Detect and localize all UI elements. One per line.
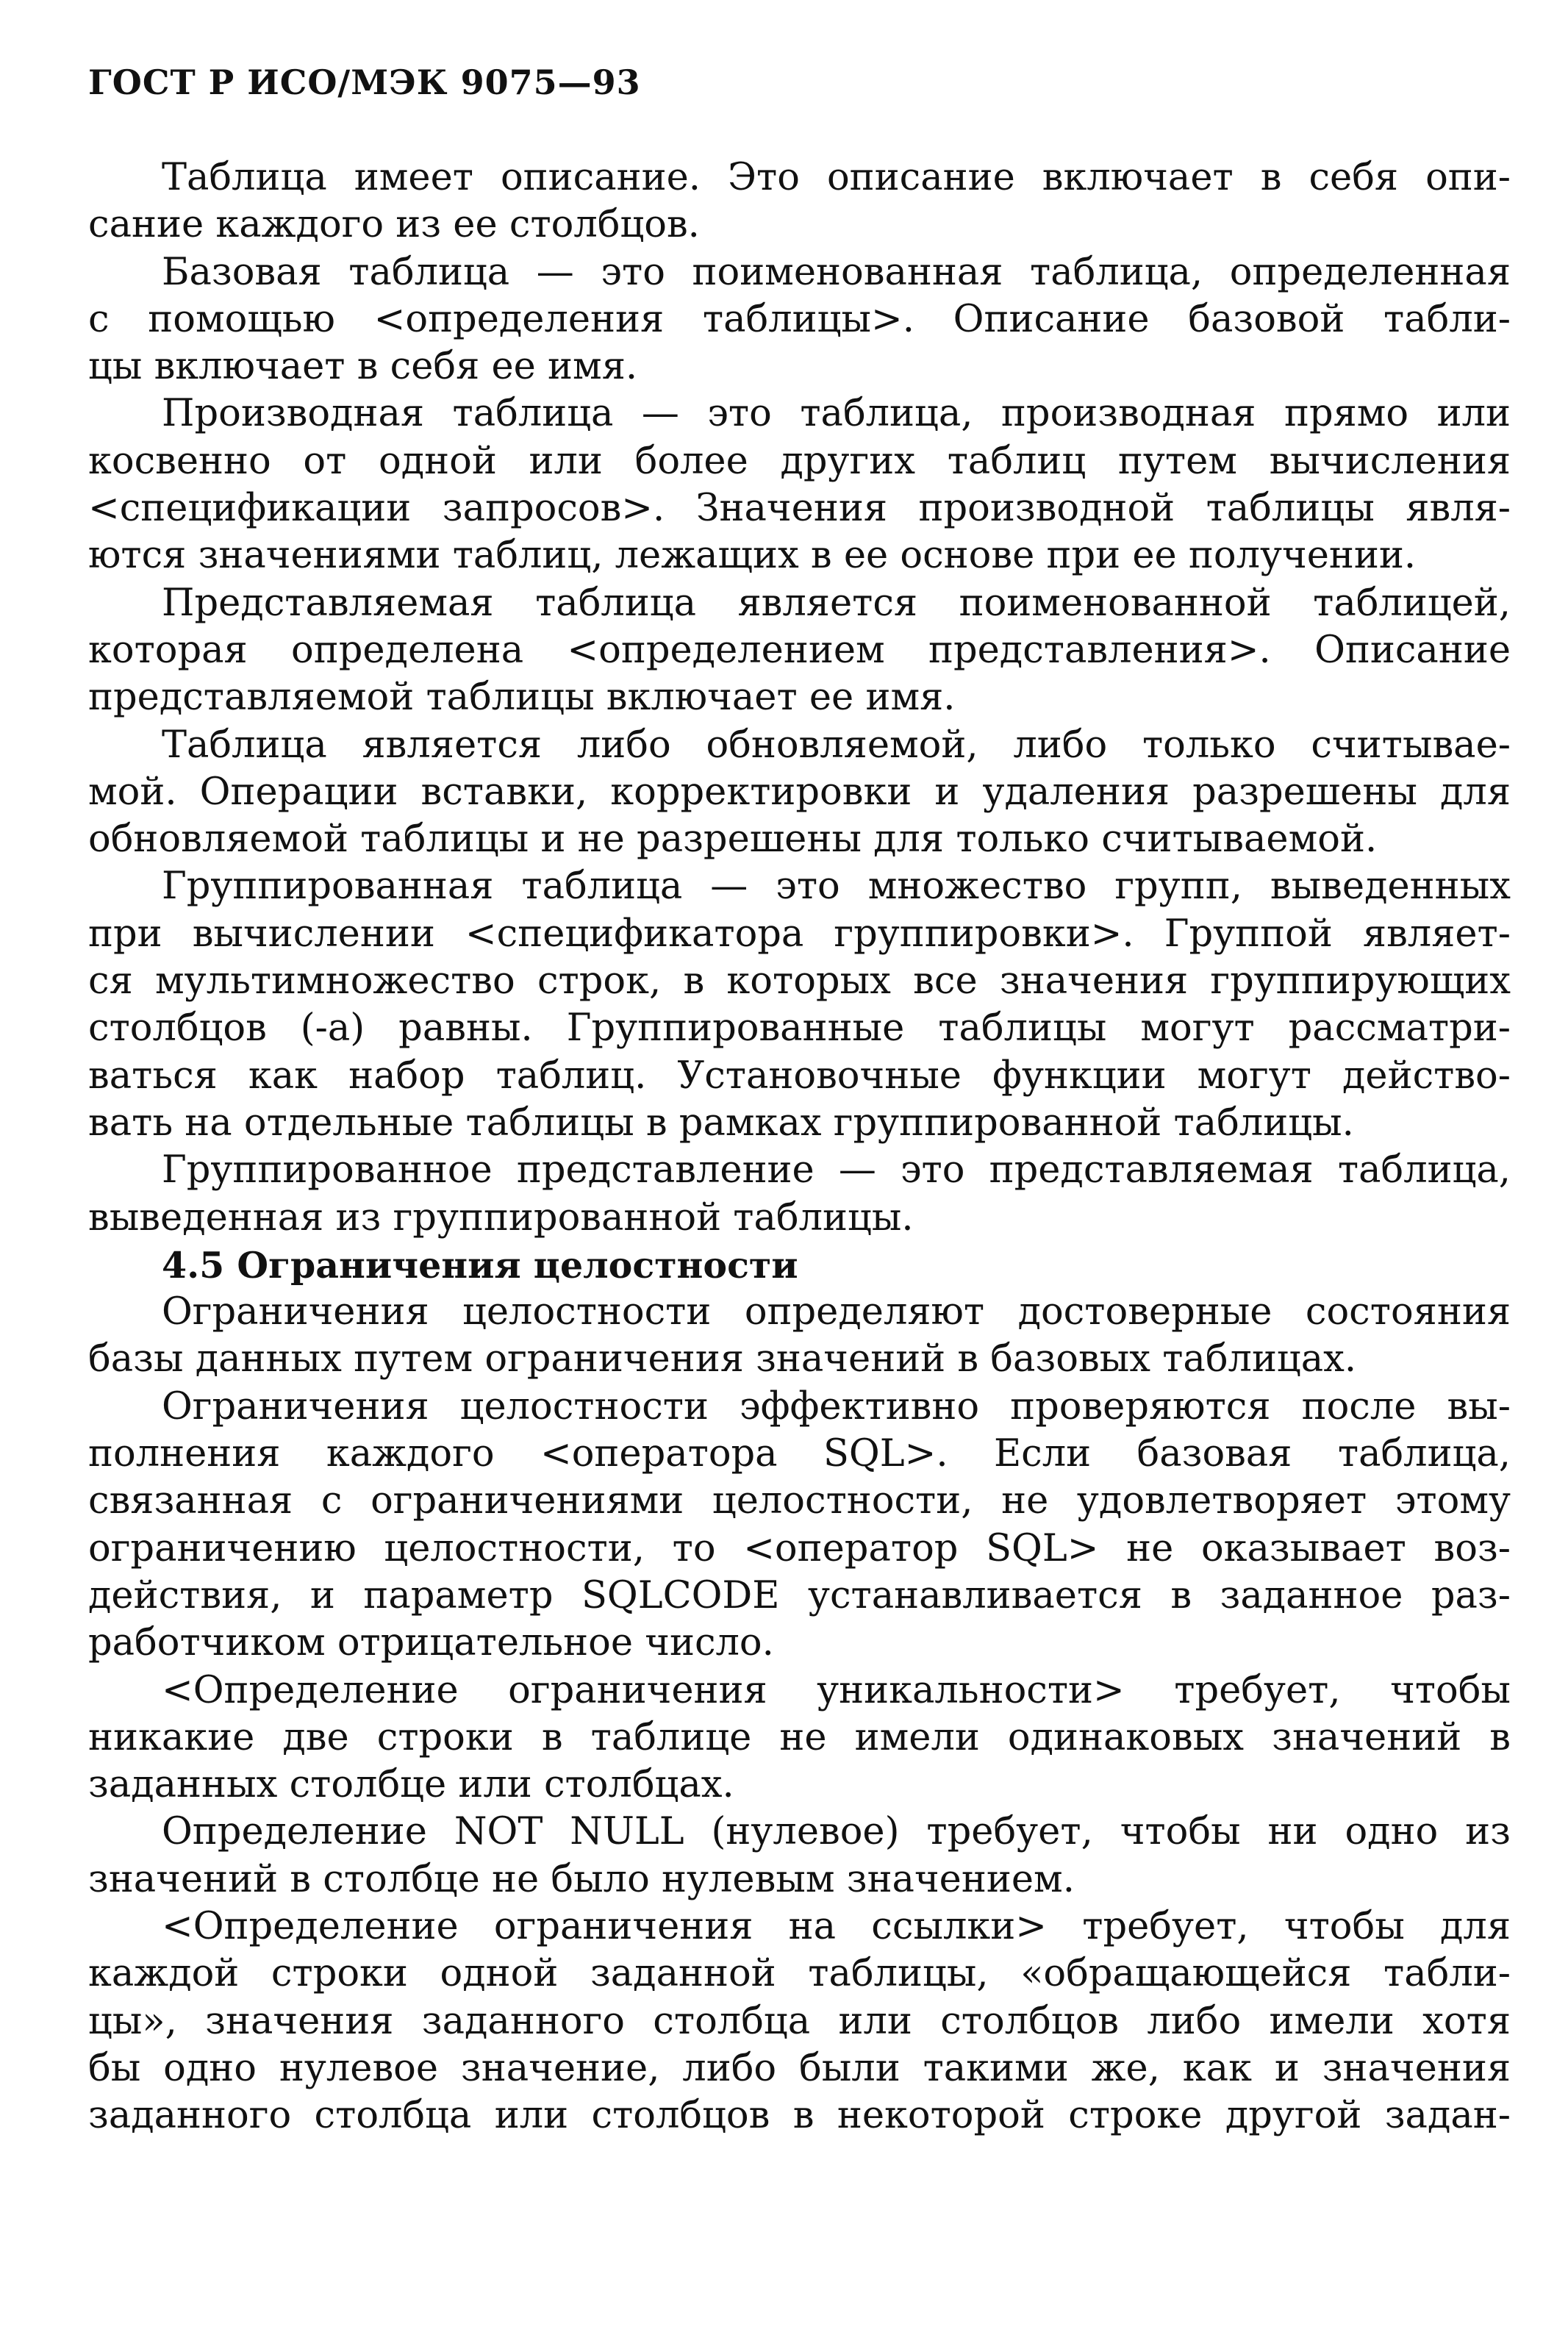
text-line: <Определение ограничения на ссылки> требует, чтобы для	[162, 1904, 1511, 1948]
paragraph	[88, 390, 1511, 579]
section-number: 4.5	[162, 1243, 225, 1287]
paragraph	[88, 1289, 1511, 1384]
text-line: Ограничения целостности определяют достоверные состояния	[162, 1290, 1511, 1334]
text-line: с помощью <определения таблицы>. Описание базовой табли-	[88, 297, 1511, 341]
text-line: при вычислении <спецификатора группировки>. Группой являет-	[88, 912, 1511, 956]
text-line: полнения каждого <оператора SQL>. Если базовая таблица,	[88, 1432, 1511, 1476]
text-line: ются значениями таблиц, лежащих в ее основе при ее получении.	[88, 534, 1417, 578]
text-line: Определение NOT NULL (нулевое) требует, чтобы ни одно из	[162, 1810, 1511, 1854]
text-line: косвенно от одной или более других таблиц путем вычисления	[88, 439, 1511, 483]
text-line: выведенная из группированной таблицы.	[88, 1195, 914, 1240]
text-line: обновляемой таблицы и не разрешены для только считываемой.	[88, 818, 1378, 862]
paragraph	[88, 1903, 1511, 2139]
text-line: Группированная таблица — это множество групп, выведенных	[162, 865, 1511, 909]
text-line: <спецификации запросов>. Значения производной таблицы явля-	[88, 487, 1511, 531]
text-line: бы одно нулевое значение, либо были такими же, как и значения	[88, 2046, 1511, 2090]
text-line: связанная с ограничениями целостности, не удовлетворяет этому	[88, 1479, 1511, 1523]
text-line: ваться как набор таблиц. Установочные функции могут действо-	[88, 1054, 1511, 1098]
text-line: действия, и параметр SQLCODE устанавливается в заданное раз-	[88, 1573, 1511, 1617]
text-line: мой. Операции вставки, корректировки и удаления разрешены для	[88, 770, 1511, 814]
paragraph	[88, 1667, 1511, 1809]
text-line: базы данных путем ограничения значений в базовых таблицах.	[88, 1337, 1357, 1381]
paragraph	[88, 1147, 1511, 1242]
text-line: цы», значения заданного столбца или столбцов либо имели хотя	[88, 1999, 1511, 2043]
paragraph	[88, 1384, 1511, 1667]
text-line: <Определение ограничения уникальности> требует, чтобы	[162, 1668, 1511, 1712]
document-body	[88, 154, 1511, 2139]
text-line: ограничению целостности, то <оператор SQL> не оказывает воз-	[88, 1526, 1511, 1570]
text-line: каждой строки одной заданной таблицы, «обращающейся табли-	[88, 1952, 1511, 1996]
text-line: представляемой таблицы включает ее имя.	[88, 676, 956, 720]
paragraph	[88, 722, 1511, 864]
text-line: значений в столбце не было нулевым значением.	[88, 1857, 1075, 1901]
text-line: Таблица является либо обновляемой, либо только считывае-	[162, 723, 1511, 767]
text-line: заданного столбца или столбцов в некоторой строке другой задан-	[88, 2094, 1511, 2138]
text-line: Ограничения целостности эффективно проверяются после вы-	[162, 1384, 1511, 1428]
text-line: заданных столбце или столбцах.	[88, 1763, 734, 1807]
section-title: Ограничения целостности	[237, 1243, 798, 1287]
text-line: вать на отдельные таблицы в рамках группированной таблицы.	[88, 1101, 1354, 1145]
text-line: никакие две строки в таблице не имели одинаковых значений в	[88, 1715, 1511, 1759]
paragraph	[88, 249, 1511, 391]
paragraph	[88, 580, 1511, 722]
paragraph	[88, 154, 1511, 249]
text-line: Группированное представление — это представляемая таблица,	[162, 1148, 1511, 1192]
section-heading	[88, 1242, 1511, 1289]
text-line: Производная таблица — это таблица, производная прямо или	[162, 392, 1511, 436]
text-line: Представляемая таблица является поименованной таблицей,	[162, 581, 1511, 625]
text-line: столбцов (-а) равны. Группированные таблицы могут рассматри-	[88, 1006, 1511, 1051]
text-line: ся мультимножество строк, в которых все значения группирующих	[88, 959, 1511, 1004]
paragraph	[88, 1809, 1511, 1903]
page-header: ГОСТ Р ИСО/МЭК 9075—93	[88, 62, 641, 102]
text-line: Таблица имеет описание. Это описание включает в себя опи-	[162, 156, 1511, 199]
text-line: работчиком отрицательное число.	[88, 1621, 774, 1665]
text-line: цы включает в себя ее имя.	[88, 345, 638, 389]
text-line: Базовая таблица — это поименованная таблица, определенная	[162, 250, 1511, 294]
paragraph	[88, 863, 1511, 1147]
text-line: сание каждого из ее столбцов.	[88, 203, 700, 247]
text-line: которая определена <определением представления>. Описание	[88, 628, 1511, 672]
